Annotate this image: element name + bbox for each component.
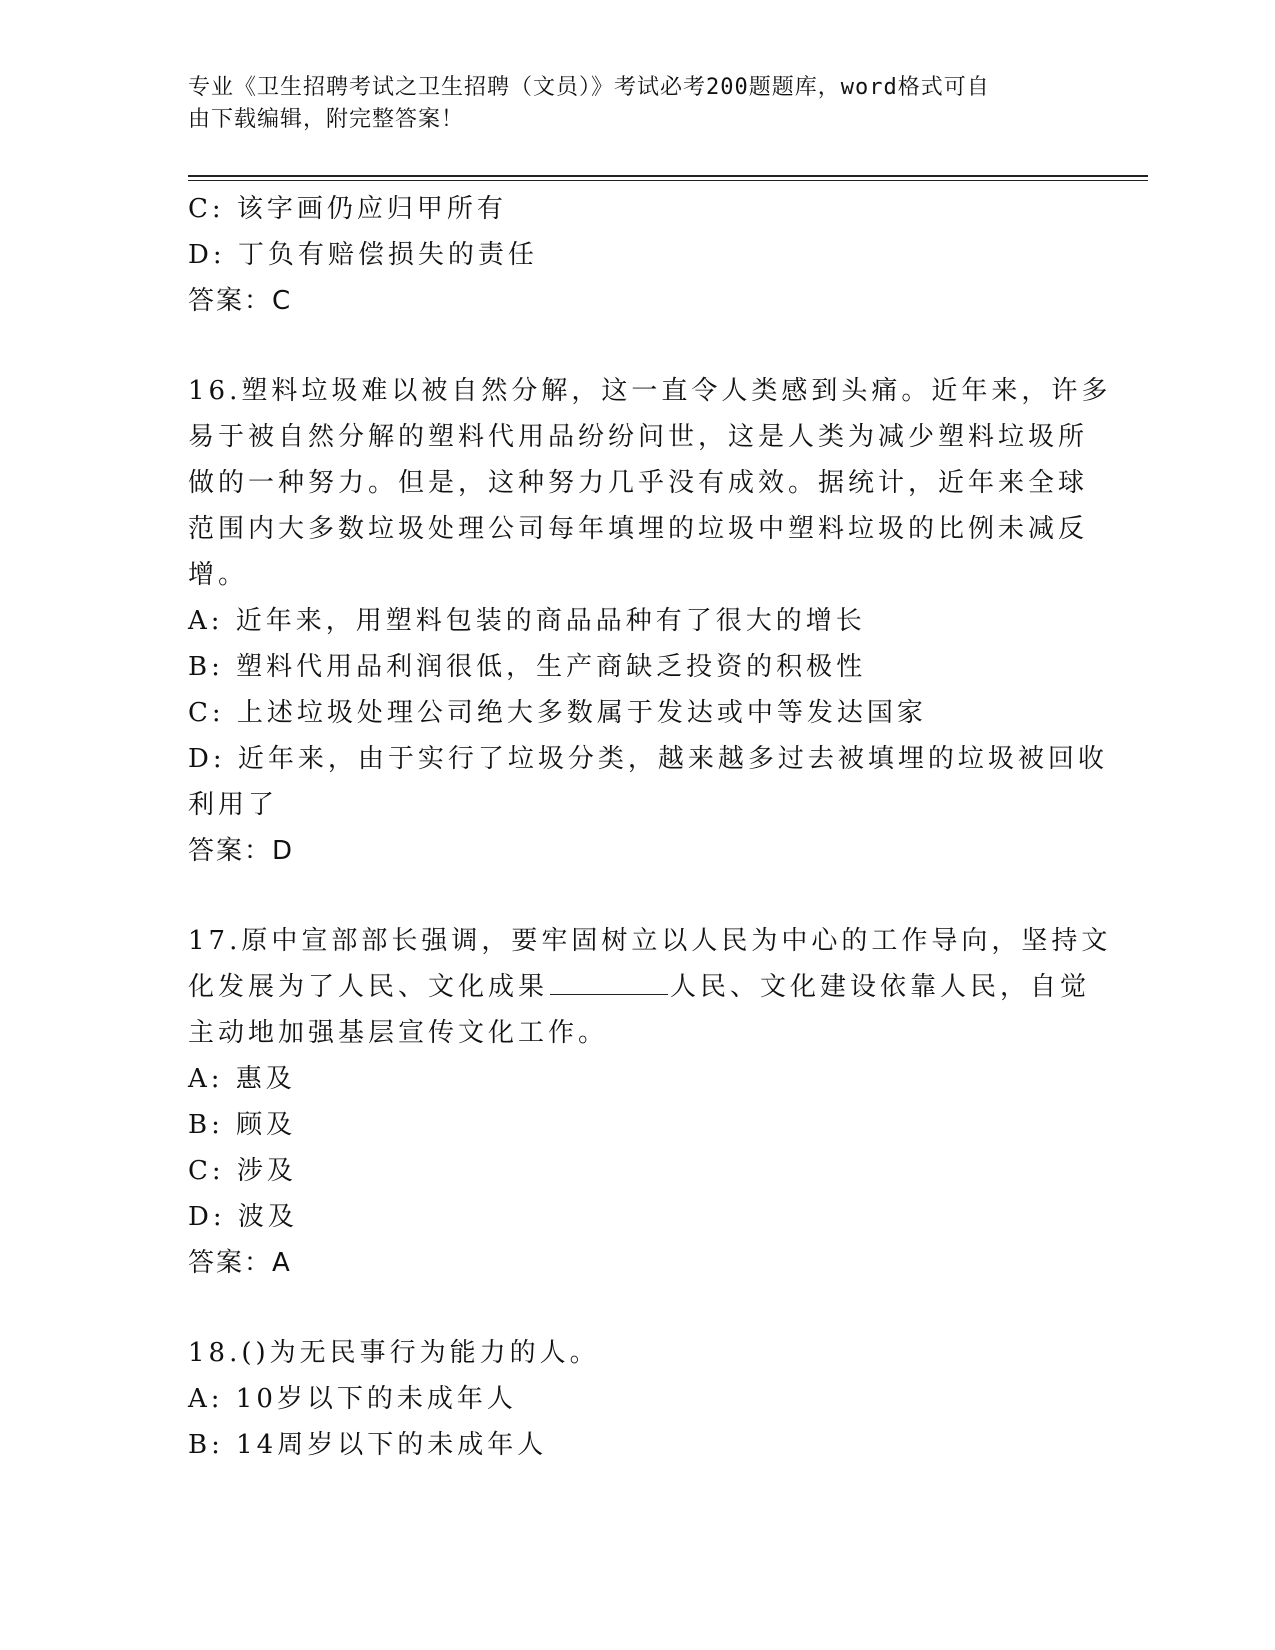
q17-option-b: B: 顾及 <box>188 1110 297 1140</box>
q16-stem-line-4: 范围内大多数垃圾处理公司每年填埋的垃圾中塑料垃圾的比例未减反 <box>188 514 1089 544</box>
spacer <box>188 1286 1088 1330</box>
prev-answer: 答案：C <box>188 286 293 316</box>
q16-option-d-line-1: D: 近年来，由于实行了垃圾分类，越来越多过去被填埋的垃圾被回收 <box>188 744 1108 774</box>
q16-option-a: A: 近年来，用塑料包装的商品品种有了很大的增长 <box>188 606 866 636</box>
q16-answer: 答案：D <box>188 836 295 866</box>
document-header <box>188 72 1068 136</box>
q16-stem-line-2: 易于被自然分解的塑料代用品纷纷问世，这是人类为减少塑料垃圾所 <box>188 422 1089 452</box>
q16-stem-line-5: 增。 <box>188 560 249 590</box>
q16-option-b: B: 塑料代用品利润很低，生产商缺乏投资的积极性 <box>188 652 867 682</box>
prev-option-c: C: 该字画仍应归甲所有 <box>188 194 507 224</box>
q17-stem-line-3: 主动地加强基层宣传文化工作。 <box>188 1018 609 1048</box>
q17-stem-line-2 <box>188 964 1091 1010</box>
q17-option-d: D: 波及 <box>188 1202 298 1232</box>
header-title-line-1: 专业《卫生招聘考试之卫生招聘（文员）》考试必考200题题库，word格式可自 <box>188 75 990 100</box>
fill-in-blank <box>550 966 668 995</box>
q16-stem-line-1: 16.塑料垃圾难以被自然分解，这一直令人类感到头痛。近年来，许多 <box>188 376 1112 406</box>
q17-stem-line-2-after: 人民、文化建设依靠人民，自觉 <box>670 972 1091 1002</box>
prev-option-d: D: 丁负有赔偿损失的责任 <box>188 240 538 270</box>
q16-option-d-line-2: 利用了 <box>188 790 279 820</box>
q17-option-c: C: 涉及 <box>188 1156 297 1186</box>
header-title-line-2: 由下载编辑，附完整答案！ <box>188 107 465 132</box>
q17-stem-line-1: 17.原中宣部部长强调，要牢固树立以人民为中心的工作导向，坚持文 <box>188 926 1112 956</box>
q16-stem-line-3: 做的一种努力。但是，这种努力几乎没有成效。据统计，近年来全球 <box>188 468 1089 498</box>
header-divider-thick <box>188 175 1148 177</box>
spacer <box>188 324 1088 368</box>
spacer <box>188 874 1088 918</box>
q18-stem: 18.()为无民事行为能力的人。 <box>188 1338 600 1368</box>
q18-option-a: A: 10岁以下的未成年人 <box>188 1384 517 1414</box>
question-content <box>188 186 1112 1468</box>
header-divider-thin <box>188 180 1148 181</box>
q16-option-c: C: 上述垃圾处理公司绝大多数属于发达或中等发达国家 <box>188 698 927 728</box>
q17-stem-line-2-before: 化发展为了人民、文化成果 <box>188 972 549 1002</box>
q18-option-b: B: 14周岁以下的未成年人 <box>188 1430 548 1460</box>
q17-option-a: A: 惠及 <box>188 1064 296 1094</box>
q17-answer: 答案：A <box>188 1248 292 1278</box>
